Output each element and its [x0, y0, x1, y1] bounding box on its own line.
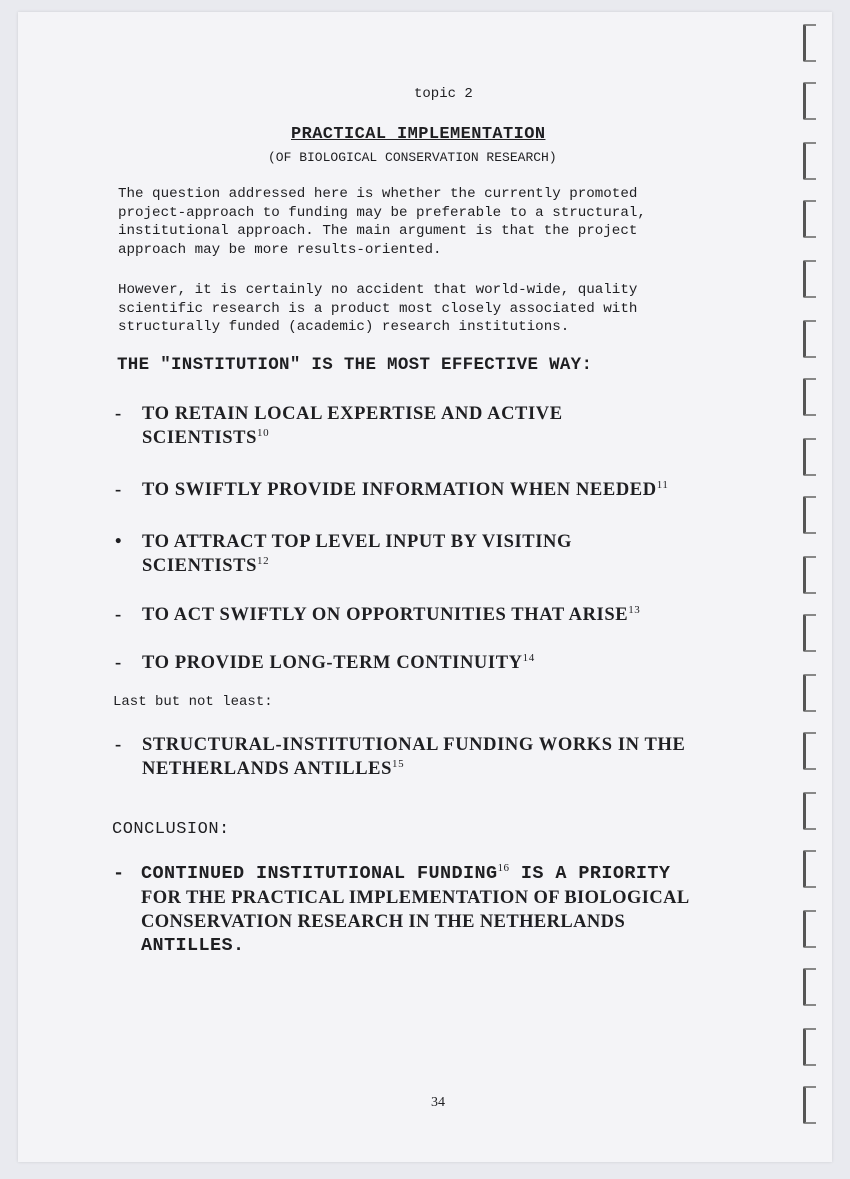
item-bullet: -: [115, 404, 122, 424]
footnote-ref: 14: [522, 651, 535, 664]
institution-heading: THE "INSTITUTION" IS THE MOST EFFECTIVE WAY:: [117, 355, 593, 375]
conclusion-line-3: CONSERVATION RESEARCH IN THE NETHERLANDS: [141, 912, 626, 932]
page-subtitle: (OF BIOLOGICAL CONSERVATION RESEARCH): [268, 150, 557, 165]
item-bullet: •: [115, 532, 123, 552]
footnote-ref: 11: [656, 478, 669, 491]
item-text: STRUCTURAL-INSTITUTIONAL FUNDING WORKS IN THE: [142, 735, 686, 755]
item-text-cont: SCIENTISTS: [142, 428, 258, 448]
item-bullet: -: [115, 605, 122, 625]
conclusion-bullet: -: [113, 863, 125, 884]
conclusion-line-2: FOR THE PRACTICAL IMPLEMENTATION OF BIOLOGICAL: [141, 888, 690, 908]
conclusion-statement: [113, 862, 690, 958]
conclusion-text-1: CONTINUED INSTITUTIONAL FUNDING: [141, 863, 498, 884]
page-title: PRACTICAL IMPLEMENTATION: [291, 125, 546, 144]
conclusion-text-2: IS A PRIORITY: [509, 863, 671, 884]
list-item: [115, 651, 535, 675]
list-item: [115, 478, 668, 502]
page-number: 34: [431, 1095, 445, 1110]
footnote-ref: 15: [392, 757, 405, 770]
item-text: TO PROVIDE LONG-TERM CONTINUITY: [142, 653, 523, 673]
footnote-ref: 12: [257, 554, 270, 567]
item-text-cont: SCIENTISTS: [142, 556, 258, 576]
item-text: TO ACT SWIFTLY ON OPPORTUNITIES THAT ARISE: [142, 605, 629, 625]
spiral-binding: [800, 20, 818, 1160]
item-bullet: -: [115, 653, 122, 673]
item-text: TO SWIFTLY PROVIDE INFORMATION WHEN NEEDED: [142, 480, 657, 500]
footnote-ref: 16: [497, 861, 510, 874]
list-item: [115, 402, 563, 450]
final-list-item: [115, 733, 685, 781]
footnote-ref: 13: [628, 603, 641, 616]
second-paragraph: However, it is certainly no accident that world-wide, quality scientific research is a product most closely associated with structurally funded (academic) research institutions.: [118, 282, 638, 335]
list-item: [115, 530, 572, 578]
item-text: TO ATTRACT TOP LEVEL INPUT BY VISITING: [142, 532, 572, 552]
intro-paragraph: The question addressed here is whether the currently promoted project-approach to funding may be preferable to a structural, institutional approach. The main argument is that the project approach may be more results-oriented.: [118, 186, 646, 258]
item-bullet: -: [115, 480, 122, 500]
list-item: [115, 603, 640, 627]
conclusion-line-4: ANTILLES.: [141, 935, 245, 956]
footnote-ref: 10: [257, 426, 270, 439]
item-text-cont: NETHERLANDS ANTILLES: [142, 759, 393, 779]
last-but-not-least-label: Last but not least:: [113, 694, 273, 710]
item-text: TO RETAIN LOCAL EXPERTISE AND ACTIVE: [142, 404, 563, 424]
conclusion-heading: CONCLUSION:: [112, 820, 230, 839]
item-bullet: -: [115, 735, 122, 755]
topic-label: topic 2: [414, 86, 473, 102]
